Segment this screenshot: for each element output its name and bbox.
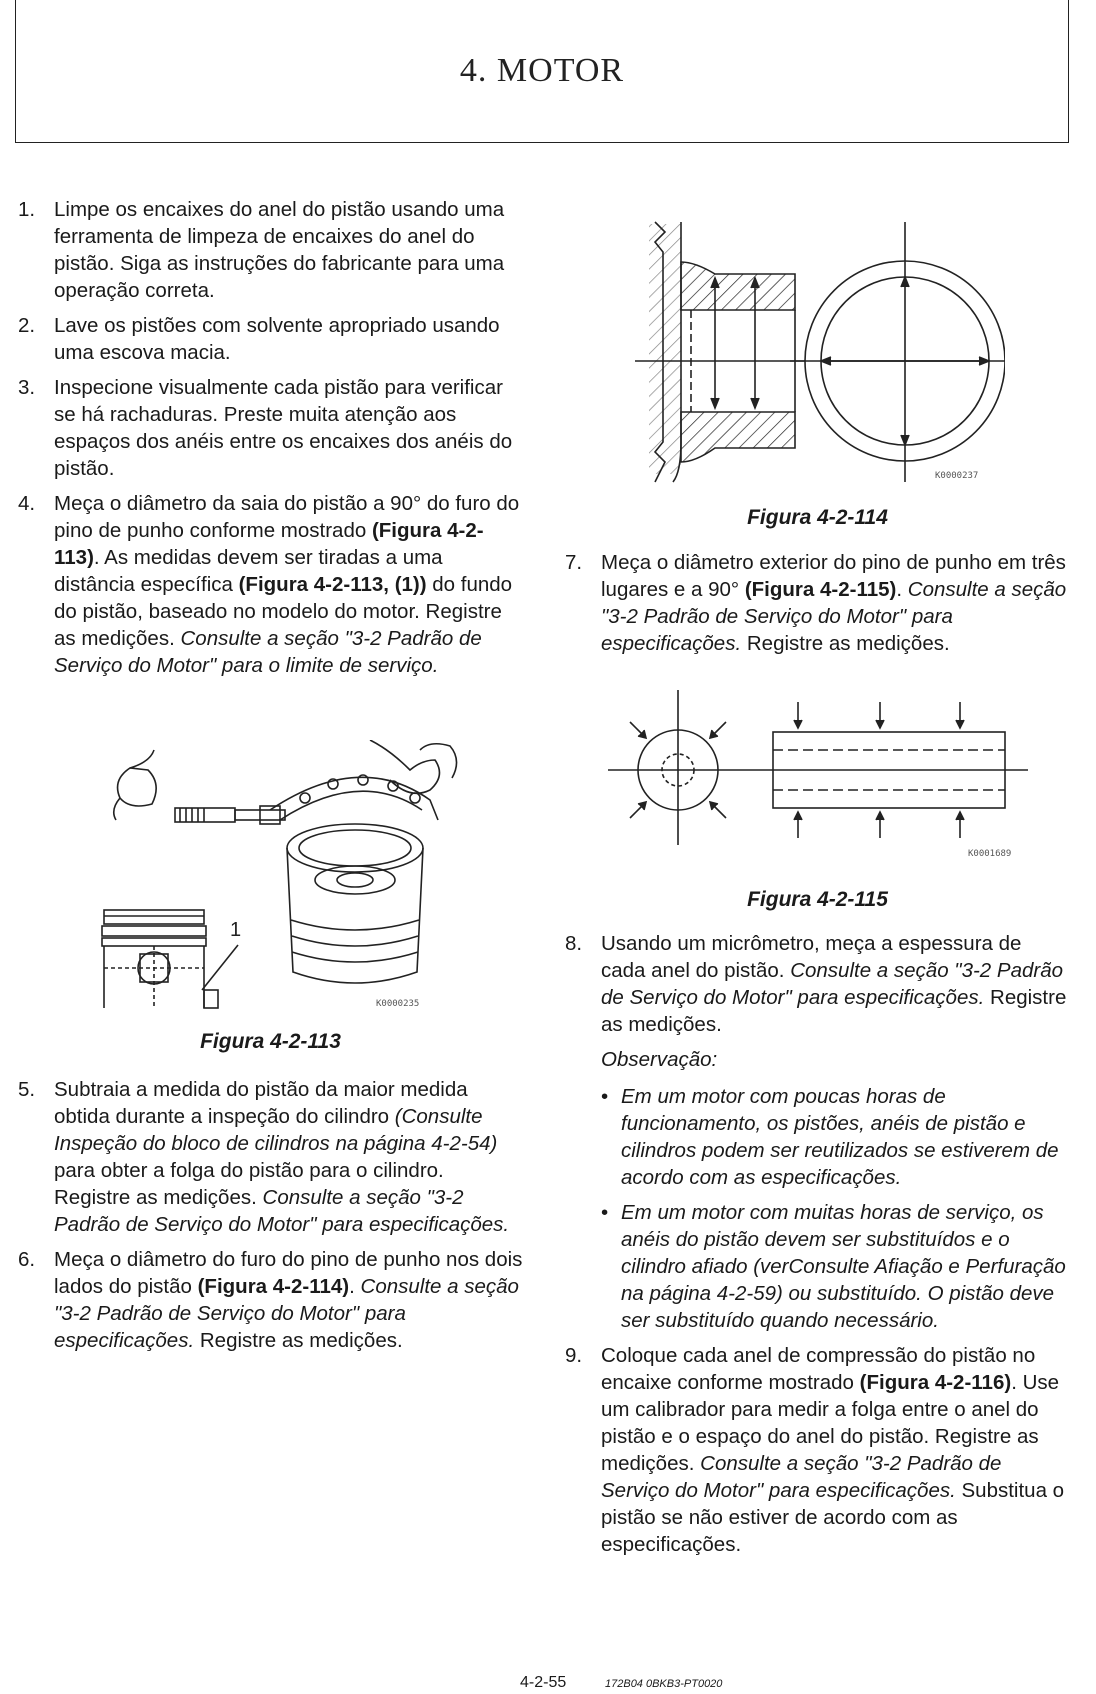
figure-4-2-115-illustration [608, 690, 1028, 860]
figure-caption-115: Figura 4-2-115 [747, 888, 888, 911]
figure-caption-113: Figura 4-2-113 [200, 1030, 341, 1053]
bullet-icon: • [601, 1201, 609, 1224]
header-box [15, 0, 1069, 143]
list-item: 6. Meça o diâmetro do furo do pino de punho nos dois lados do pistão (Figura 4-2-114). Consulte a seção "3-2 Padrão de Serviço do Motor" para especificações. Registre as medições. [18, 1248, 523, 1352]
list-item: 3. Inspecione visualmente cada pistão para verificar se há rachaduras. Preste muita atenção aos espaços dos anéis entre os encaixes dos anéis do pistão. [18, 376, 513, 480]
right-column-upper [565, 549, 1070, 665]
document-code: 172B04 0BKB3-PT0020 [605, 1678, 723, 1690]
figure-reference: (Figura 4-2-114) [197, 1275, 350, 1298]
callout-label: 1 [230, 919, 242, 941]
list-item: 8. Usando um micrômetro, meça a espessura de cada anel do pistão. Consulte a seção "3-2 Padrão de Serviço do Motor" para especificações. Registre as medições. [565, 932, 1067, 1036]
page-footer [0, 1676, 1096, 1694]
list-item: 4. Meça o diâmetro da saia do pistão a 90° do furo do pino de punho conforme mostrado (Figura 4-2-113). As medidas devem ser tiradas a uma distância específica (Figura 4-2-113, (1)) do fundo do pistão, baseado no modelo do motor. Registre as medições. Consulte a seção "3-2 Padrão de Serviço do Motor" para o limite de serviço. [18, 492, 520, 677]
figure-reference: (Figura 4-2-116) [859, 1371, 1012, 1394]
page-number: 4-2-55 [520, 1674, 567, 1691]
list-item: 9. Coloque cada anel de compressão do pistão no encaixe conforme mostrado (Figura 4-2-116). Use um calibrador para medir a folga entre o anel do pistão e o espaço do anel do pistão. Registre as medições. Consulte a seção "3-2 Padrão de Serviço do Motor" para especificações. Substitua o pistão se não estiver de acordo com as especificações. [565, 1344, 1065, 1556]
figure-code: K0000235 [376, 999, 420, 1009]
figure-code: K0001689 [968, 849, 1012, 859]
figure-code: K0000237 [935, 471, 979, 481]
right-column-lower [565, 930, 1070, 1566]
bullet-icon: • [601, 1085, 609, 1108]
observation-bullet: • Em um motor com muitas horas de serviço, os anéis do pistão devem ser substituídos e o cilindro afiado (verConsulte Afiação e Perfuração na página 4-2-59) ou substituído. O pistão deve ser substituído quando necessário. [601, 1201, 1066, 1332]
observation-label: Observação: [601, 1048, 718, 1071]
list-item: 7. Meça o diâmetro exterior do pino de punho em três lugares e a 90° (Figura 4-2-115). Consulte a seção "3-2 Padrão de Serviço do Motor" para especificações. Registre as medições. [565, 551, 1067, 655]
figure-caption-114: Figura 4-2-114 [747, 506, 888, 529]
figure-4-2-114-illustration [635, 212, 1005, 492]
list-item: 1. Limpe os encaixes do anel do pistão usando uma ferramenta de limpeza de encaixes do anel do pistão. Siga as instruções do fabricante para uma operação correta. [18, 198, 505, 302]
left-column-lower [18, 1076, 523, 1362]
page-title: 4. MOTOR [459, 52, 625, 89]
left-column [18, 196, 523, 687]
list-item: 5. Subtraia a medida do pistão da maior medida obtida durante a inspeção do cilindro (Consulte Inspeção do bloco de cilindros na página 4-2-54) para obter a folga do pistão para o cilindro. Registre as medições. Consulte a seção "3-2 Padrão de Serviço do Motor" para especificações. [18, 1078, 510, 1236]
observation-bullet: • Em um motor com poucas horas de funcionamento, os pistões, anéis de pistão e cilindros podem ser reutilizados se estiverem de acordo com as especificações. [601, 1085, 1059, 1189]
list-item: 2. Lave os pistões com solvente apropriado usando uma escova macia. [18, 314, 500, 364]
figure-4-2-113-illustration [90, 740, 470, 1010]
figure-reference: (Figura 4-2-113, (1)) [238, 573, 427, 596]
figure-reference: (Figura 4-2-115) [744, 578, 897, 601]
figure-reference: (Figura 4-2-113) [54, 519, 484, 569]
